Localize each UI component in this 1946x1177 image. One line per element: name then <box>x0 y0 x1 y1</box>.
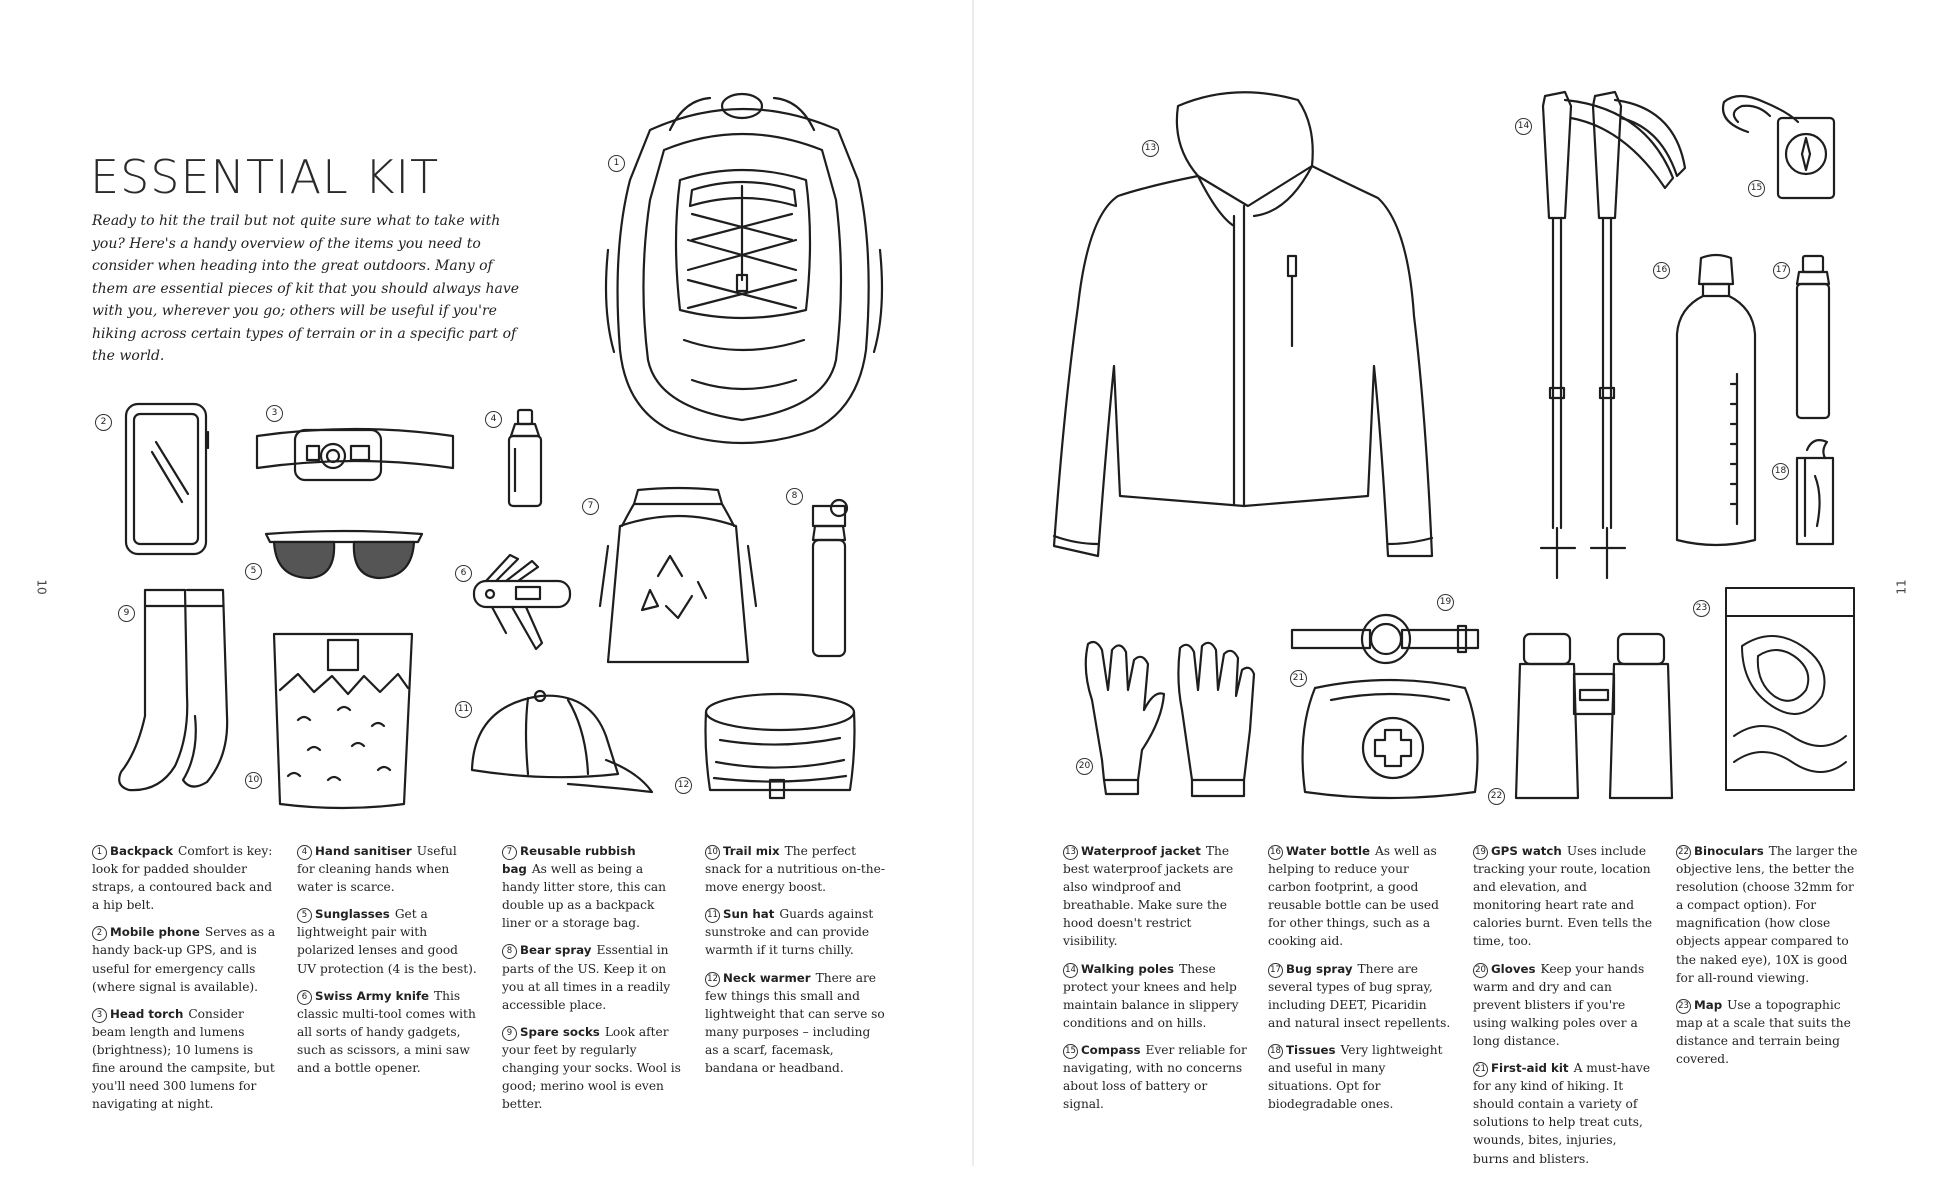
head-torch-icon <box>255 420 455 484</box>
label-number-8: 8 <box>786 488 803 505</box>
topographic-map-icon <box>1722 586 1858 794</box>
label-number-21: 21 <box>1290 670 1307 687</box>
label-number-17: 17 <box>1773 262 1790 279</box>
label-number-16: 16 <box>1653 262 1670 279</box>
caption-item-2: 2 Mobile phone Serves as a handy back-up GPS, and is useful for emergency calls (where signal is available). <box>92 925 276 994</box>
first-aid-kit-icon <box>1295 672 1485 804</box>
label-number-23: 23 <box>1693 600 1710 617</box>
tissues-icon <box>1793 436 1837 548</box>
swiss-army-knife-icon <box>462 547 582 657</box>
caption-item-11: 11 Sun hat Guards against sunstroke and can provide warmth if it turns chilly. <box>705 907 874 958</box>
trail-mix-bag-icon <box>268 630 418 812</box>
label-number-15: 15 <box>1748 180 1765 197</box>
caption-item-12: 12 Neck warmer There are few things this small and lightweight that can serve so many purposes – including as a scarf, facemask, bandana or headband. <box>705 970 885 1076</box>
label-number-20: 20 <box>1076 758 1093 775</box>
caption-item-6: 6 Swiss Army knife This classic multi-tool comes with all sorts of handy gadgets, such as scissors, a mini saw and a bottle opener. <box>297 988 476 1076</box>
recycle-bag-icon <box>598 486 758 666</box>
caption-column-3 <box>502 842 682 1122</box>
page-number-right: 11 <box>1894 579 1909 595</box>
caption-column-2 <box>297 842 477 1086</box>
label-number-13: 13 <box>1142 140 1159 157</box>
intro-paragraph: Ready to hit the trail but not quite sure what to take with you? Here's a handy overview of the items you need to consider when heading into the great outdoors. Many of them are essential pieces of kit that you should always have with you, wherever you go; others will be useful if you're hiking across certain types of terrain or in a specific part of the world. <box>92 213 520 364</box>
label-number-19: 19 <box>1437 594 1454 611</box>
caption-item-1: 1 Backpack Comfort is key: look for padded shoulder straps, a contoured back and a hip belt. <box>92 844 273 913</box>
caption-item-9: 9 Spare socks Look after your feet by regularly changing your socks. Wool is good; merino wool is even better. <box>502 1024 681 1112</box>
page-number-left: 10 <box>34 579 49 595</box>
caption-item-10: 10 Trail mix The perfect snack for a nutritious on-the-move energy boost. <box>705 844 885 895</box>
sanitiser-bottle-icon <box>505 408 545 508</box>
caption-item-15: 15 Compass Ever reliable for navigating, with no concerns about loss of battery or signal. <box>1063 1042 1247 1112</box>
label-number-12: 12 <box>675 777 692 794</box>
neck-warmer-icon <box>700 690 860 800</box>
label-number-5: 5 <box>245 563 262 580</box>
caption-column-5 <box>1063 842 1248 1122</box>
sunglasses-icon <box>264 528 424 584</box>
caption-item-5: 5 Sunglasses Get a lightweight pair with polarized lenses and good UV protection (4 is the best). <box>297 907 477 976</box>
caption-item-3: 3 Head torch Consider beam length and lumens (brightness); 10 lumens is fine around the campsite, but you'll need 300 lumens for navigating at night. <box>92 1006 275 1112</box>
label-number-18: 18 <box>1772 463 1789 480</box>
label-number-4: 4 <box>485 411 502 428</box>
caption-column-7 <box>1473 842 1655 1177</box>
backpack-icon <box>600 90 890 460</box>
caption-item-4: 4 Hand sanitiser Useful for cleaning hands when water is scarce. <box>297 844 457 895</box>
caption-column-8 <box>1676 842 1864 1077</box>
caption-item-19: 19 GPS watch Uses include tracking your route, location and elevation, and monitoring heart rate and calories burnt. Even tells the time, too. <box>1473 844 1653 949</box>
caption-column-1 <box>92 842 277 1122</box>
bear-spray-icon <box>805 496 855 660</box>
label-number-9: 9 <box>118 605 135 622</box>
page-title: ESSENTIAL KIT <box>90 150 440 204</box>
label-number-1: 1 <box>608 155 625 172</box>
caption-item-18: 18 Tissues Very lightweight and useful in many situations. Opt for biodegradable ones. <box>1268 1042 1443 1112</box>
cap-icon <box>468 690 654 800</box>
caption-item-8: 8 Bear spray Essential in parts of the US. Keep it on you at all times in a readily accessible place. <box>502 943 671 1012</box>
label-number-7: 7 <box>582 498 599 515</box>
caption-item-14: 14 Walking poles These protect your knees and help maintain balance in slippery conditions and on hills. <box>1063 961 1239 1030</box>
caption-item-23: 23 Map Use a topographic map at a scale that suits the distance and terrain being covered. <box>1676 997 1851 1067</box>
binoculars-icon <box>1514 630 1674 802</box>
bug-spray-icon <box>1793 254 1833 422</box>
label-number-6: 6 <box>455 565 472 582</box>
water-bottle-icon <box>1673 254 1759 550</box>
caption-item-22: 22 Binoculars The larger the objective lens, the better the resolution (choose 32mm for a compact option). For magnification (how close objects appear compared to the naked eye), 10X is good for all-round viewing. <box>1676 844 1858 985</box>
caption-column-6 <box>1268 842 1453 1122</box>
label-number-11: 11 <box>455 701 472 718</box>
caption-column-4 <box>705 842 885 1086</box>
label-number-3: 3 <box>266 405 283 422</box>
gps-watch-icon <box>1290 612 1480 666</box>
phone-icon <box>122 402 210 556</box>
label-number-22: 22 <box>1488 788 1505 805</box>
gloves-icon <box>1072 630 1272 796</box>
label-number-10: 10 <box>245 772 262 789</box>
caption-item-17: 17 Bug spray There are several types of bug spray, including DEET, Picaridin and natural insect repellents. <box>1268 961 1451 1030</box>
compass-icon <box>1718 92 1838 202</box>
caption-item-7: 7 Reusable rubbish bag As well as being a handy litter store, this can double up as a backpack liner or a storage bag. <box>502 844 667 931</box>
caption-item-20: 20 Gloves Keep your hands warm and dry and can prevent blisters if you're using walking poles over a long distance. <box>1473 961 1645 1048</box>
label-number-2: 2 <box>95 414 112 431</box>
caption-item-16: 16 Water bottle As well as helping to reduce your carbon footprint, a good reusable bottle can be used for other things, such as a cooking aid. <box>1268 844 1439 949</box>
caption-item-13: 13 Waterproof jacket The best waterproof jackets are also windproof and breathable. Make sure the hood doesn't restrict visibility. <box>1063 844 1234 949</box>
jacket-icon <box>1048 86 1438 566</box>
book-gutter <box>972 0 974 1166</box>
label-number-14: 14 <box>1515 118 1532 135</box>
caption-item-21: 21 First-aid kit A must-have for any kind of hiking. It should contain a variety of solutions to help treat cuts, wounds, bites, injuries, burns and blisters. <box>1473 1061 1651 1166</box>
